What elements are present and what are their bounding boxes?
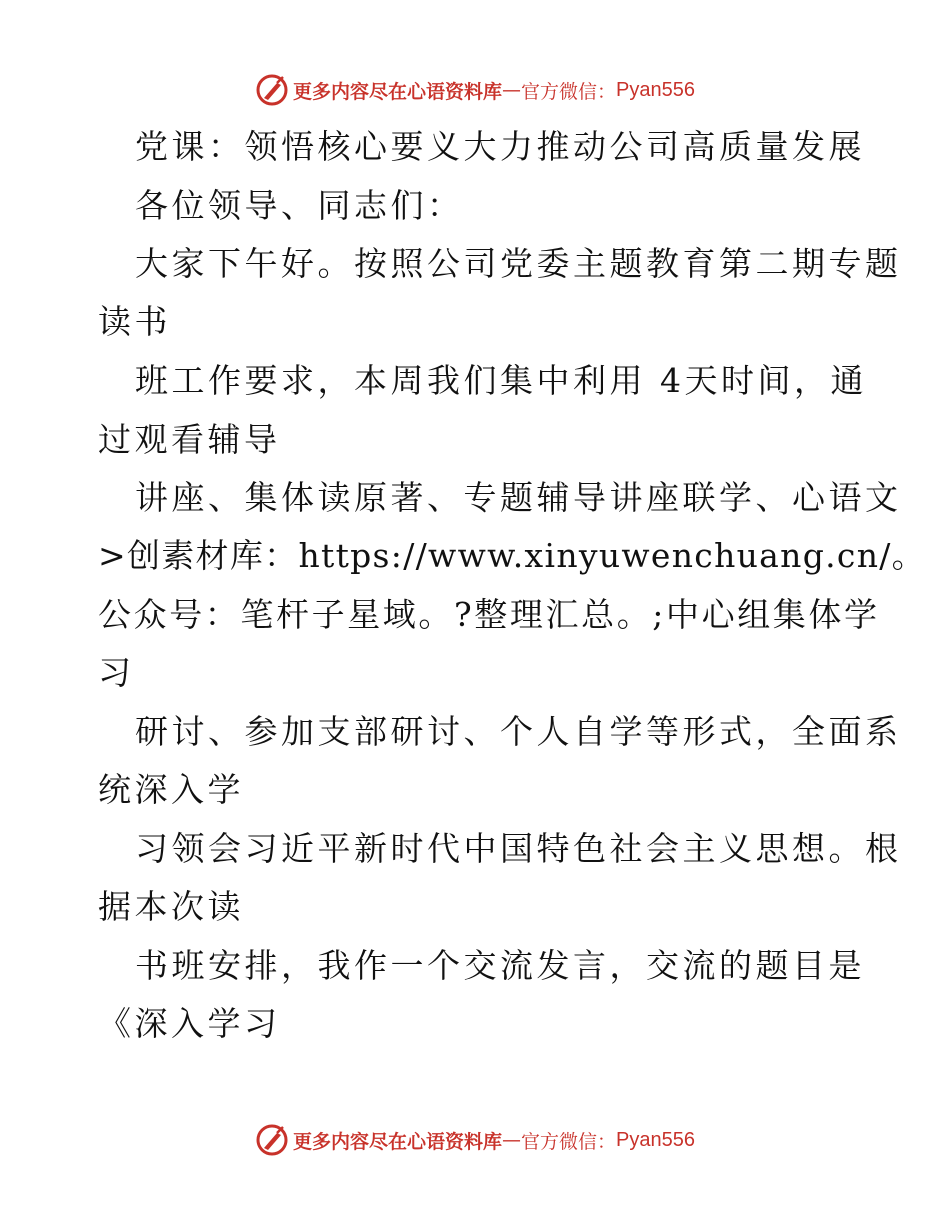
- banner-official-label: 官方微信：: [521, 1130, 617, 1153]
- quill-seal-icon: [255, 1123, 289, 1157]
- body-line: 班工作要求，本周我们集中利用 4天时间，通: [135, 361, 867, 400]
- banner-wechat-id: Pyan556: [616, 1128, 695, 1151]
- body-line: 习: [98, 653, 135, 692]
- banner-separator: —: [502, 1129, 522, 1151]
- body-line: 大家下午好。按照公司党委主题教育第二期专题: [135, 244, 902, 283]
- body-line: 《深入学习: [98, 1004, 281, 1043]
- footer-banner: [0, 1120, 950, 1160]
- banner-brand-text: 更多内容尽在心语资料库: [293, 1130, 503, 1153]
- greeting-line: 各位领导、同志们：: [135, 186, 464, 225]
- body-line: 据本次读: [98, 887, 244, 926]
- banner-official-label: 官方微信：: [521, 80, 617, 103]
- body-line: 读书: [98, 302, 171, 341]
- banner-brand-text: 更多内容尽在心语资料库: [293, 80, 503, 103]
- banner-wechat-id: Pyan556: [616, 78, 695, 101]
- banner-separator: —: [502, 79, 522, 101]
- body-line: 研讨、参加支部研讨、个人自学等形式，全面系: [135, 712, 902, 751]
- body-line: 过观看辅导: [98, 420, 281, 459]
- body-line: 统深入学: [98, 770, 244, 809]
- header-banner: [0, 70, 950, 110]
- body-line: 习领会习近平新时代中国特色社会主义思想。根: [135, 829, 902, 868]
- quill-seal-icon: [255, 73, 289, 107]
- body-line: 公众号：笔杆子星域。?整理汇总。;中心组集体学: [98, 595, 880, 634]
- document-title: 党课：领悟核心要义大力推动公司高质量发展: [135, 127, 865, 166]
- body-line: 书班安排，我作一个交流发言，交流的题目是: [135, 946, 865, 985]
- body-line: 讲座、集体读原著、专题辅导讲座联学、心语文: [135, 478, 902, 517]
- body-line-url: >创素材库：https://www.xinyuwenchuang.cn/。: [98, 536, 926, 575]
